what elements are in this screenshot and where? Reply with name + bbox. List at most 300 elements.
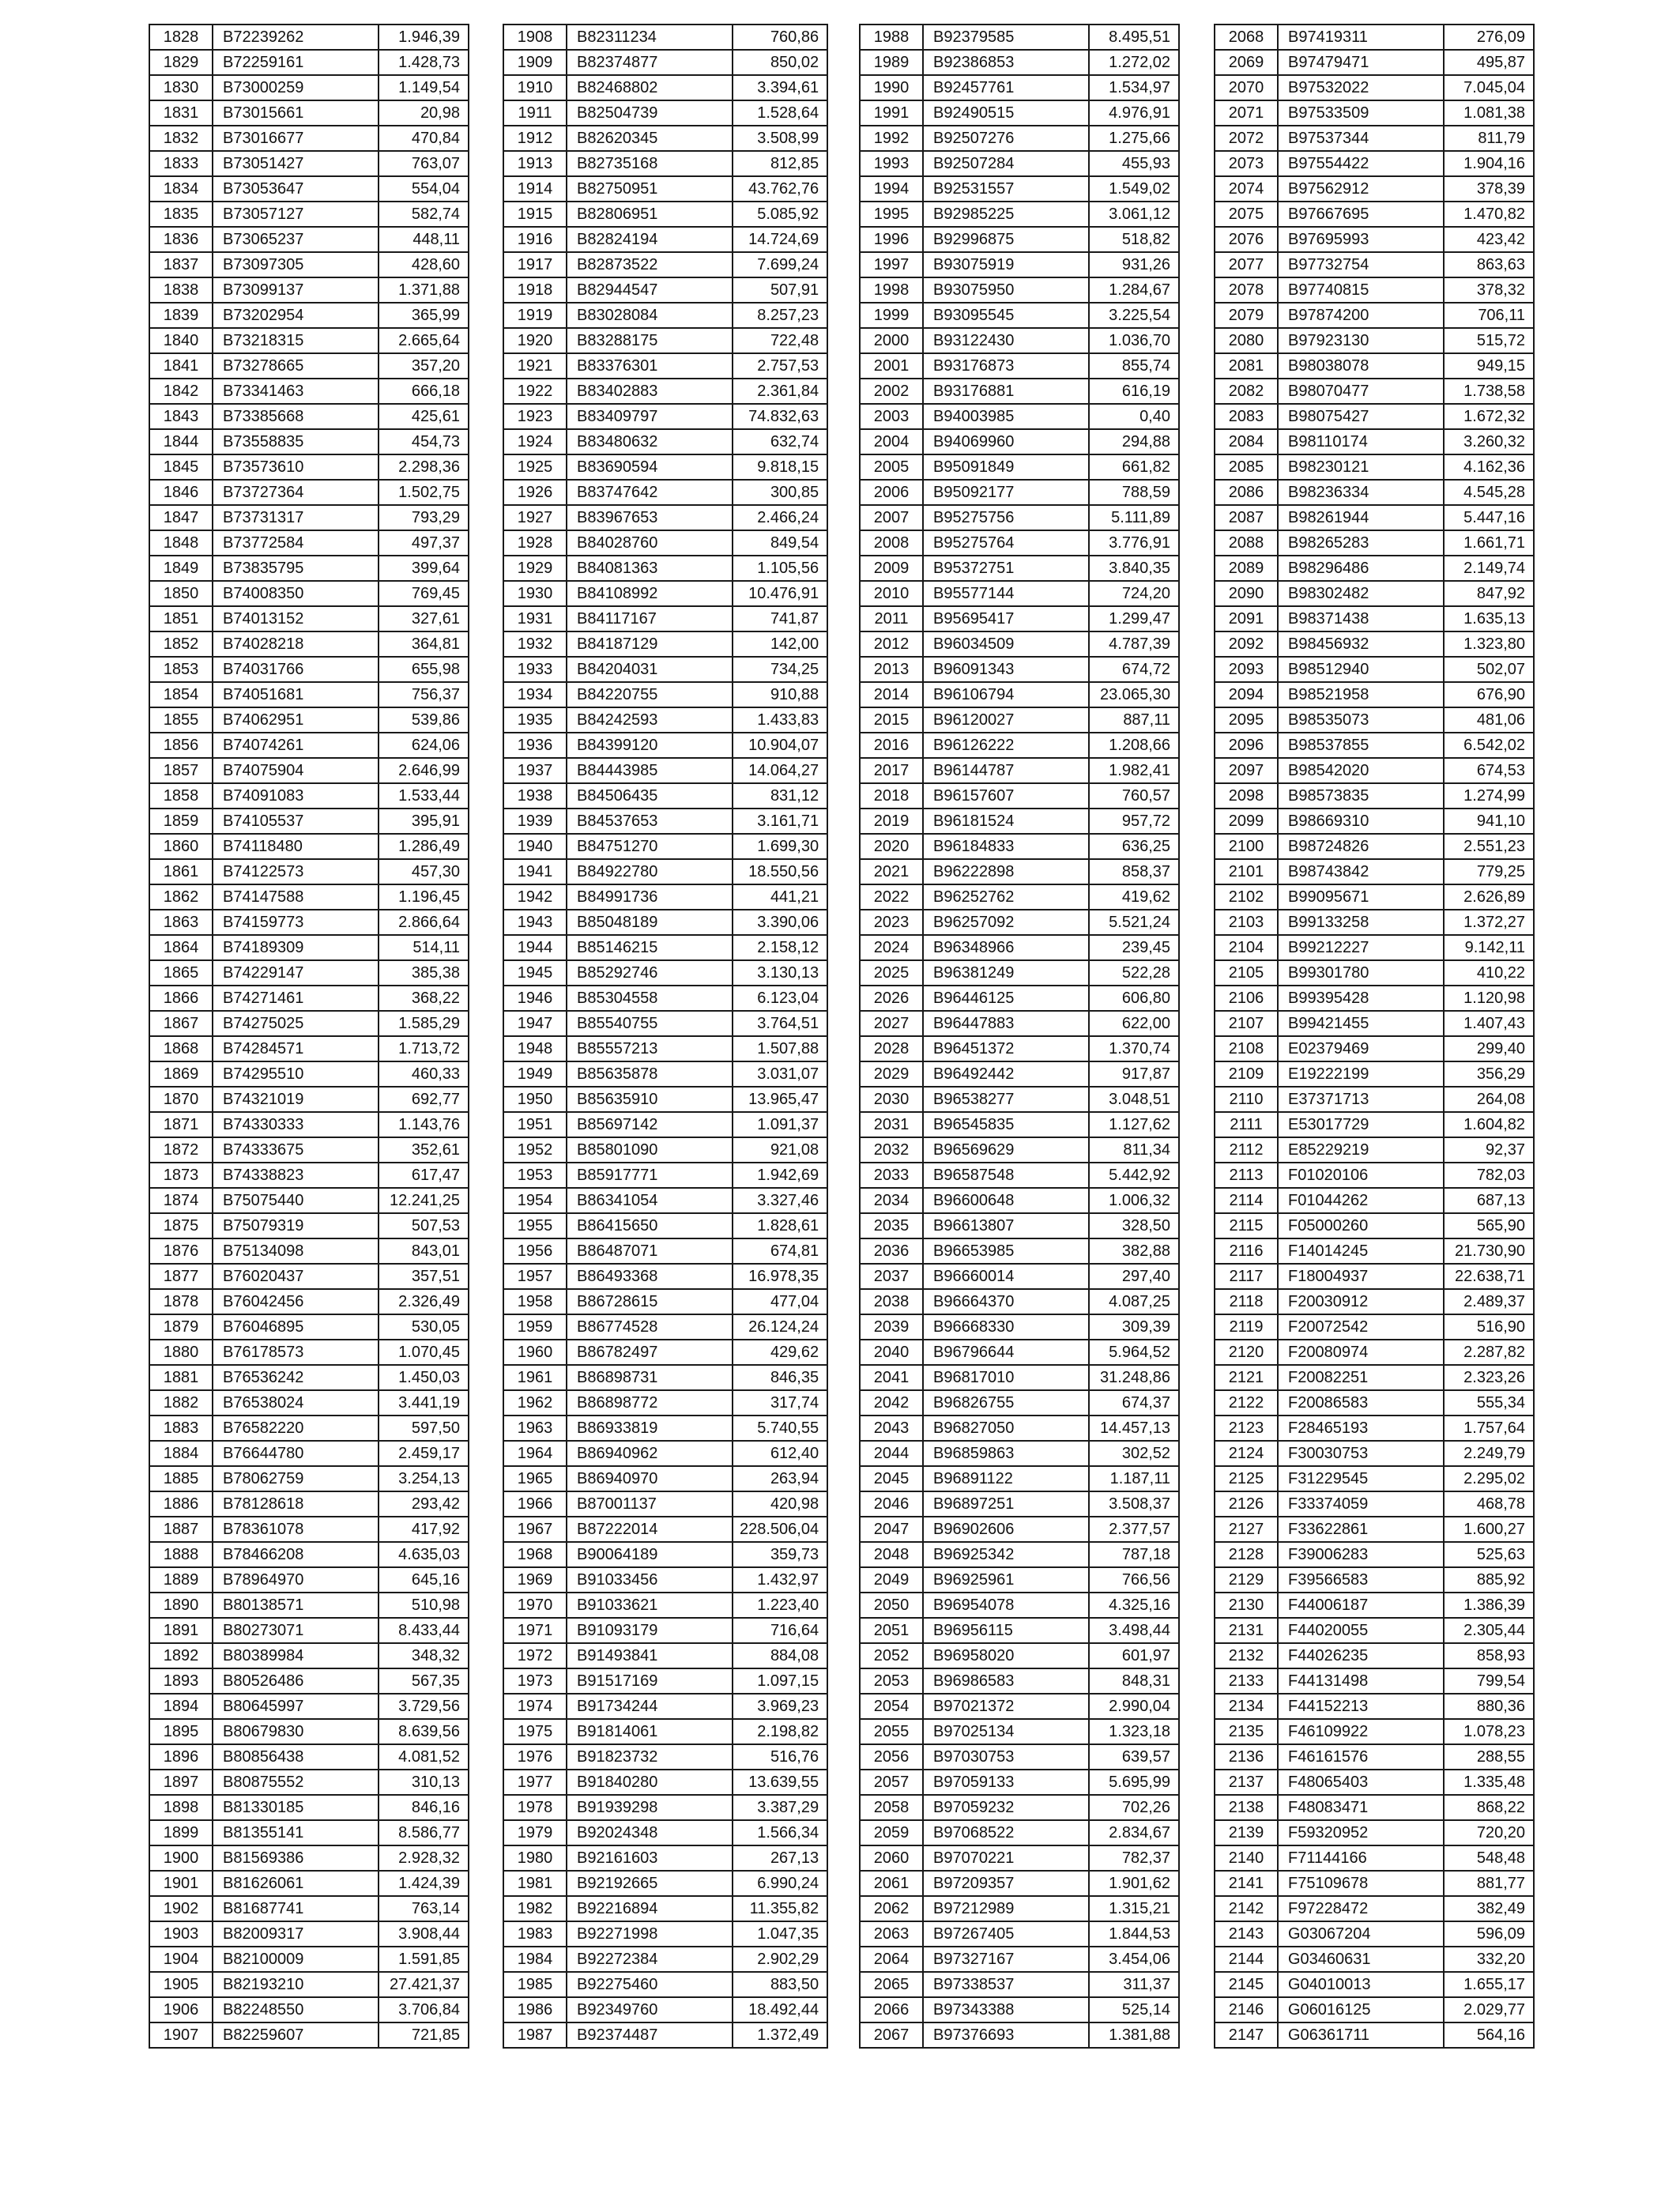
table-row bbox=[1215, 707, 1534, 733]
row-number: 1985 bbox=[503, 1972, 567, 1997]
table-row bbox=[149, 100, 469, 126]
amount-value: 276,09 bbox=[1444, 25, 1534, 50]
amount-value: 477,04 bbox=[733, 1289, 827, 1314]
record-code: B76538024 bbox=[213, 1390, 379, 1416]
amount-value: 294,88 bbox=[1089, 429, 1179, 454]
row-number: 2105 bbox=[1215, 960, 1278, 986]
amount-value: 624,06 bbox=[379, 733, 469, 758]
row-number: 1968 bbox=[503, 1542, 567, 1567]
row-number: 2043 bbox=[860, 1416, 923, 1441]
record-code: B73053647 bbox=[213, 176, 379, 202]
table-row bbox=[1215, 1238, 1534, 1264]
row-number: 1999 bbox=[860, 303, 923, 328]
record-code: B87222014 bbox=[567, 1517, 733, 1542]
record-code: B99421455 bbox=[1278, 1011, 1444, 1036]
row-number: 2104 bbox=[1215, 935, 1278, 960]
row-number: 2058 bbox=[860, 1795, 923, 1820]
amount-value: 441,21 bbox=[733, 884, 827, 910]
table-row bbox=[860, 480, 1179, 505]
row-number: 1983 bbox=[503, 1921, 567, 1947]
record-table-col-4 bbox=[1214, 24, 1535, 2049]
row-number: 1934 bbox=[503, 682, 567, 707]
table-row bbox=[1215, 1163, 1534, 1188]
record-code: B76020437 bbox=[213, 1264, 379, 1289]
row-number: 2035 bbox=[860, 1213, 923, 1238]
table-row bbox=[503, 606, 827, 631]
amount-value: 1.274,99 bbox=[1444, 783, 1534, 809]
table-row bbox=[149, 1694, 469, 1719]
table-row bbox=[149, 353, 469, 379]
record-code: F48065403 bbox=[1278, 1770, 1444, 1795]
record-code: B96859863 bbox=[923, 1441, 1089, 1466]
record-code: B96587548 bbox=[923, 1163, 1089, 1188]
row-number: 1959 bbox=[503, 1314, 567, 1340]
table-row bbox=[149, 1643, 469, 1668]
table-row bbox=[860, 1770, 1179, 1795]
table-row bbox=[149, 1491, 469, 1517]
record-code: B74229147 bbox=[213, 960, 379, 986]
amount-value: 2.459,17 bbox=[379, 1441, 469, 1466]
table-row bbox=[149, 1340, 469, 1365]
table-row bbox=[1215, 1213, 1534, 1238]
amount-value: 502,07 bbox=[1444, 657, 1534, 682]
table-row bbox=[860, 379, 1179, 404]
amount-value: 3.048,51 bbox=[1089, 1087, 1179, 1112]
record-code: B83376301 bbox=[567, 353, 733, 379]
row-number: 2002 bbox=[860, 379, 923, 404]
record-code: B86415650 bbox=[567, 1213, 733, 1238]
table-row bbox=[503, 1314, 827, 1340]
record-code: B96348966 bbox=[923, 935, 1089, 960]
record-code: B80875552 bbox=[213, 1770, 379, 1795]
record-code: B92507276 bbox=[923, 126, 1089, 151]
table-row bbox=[503, 176, 827, 202]
amount-value: 1.196,45 bbox=[379, 884, 469, 910]
record-code: E19222199 bbox=[1278, 1061, 1444, 1087]
table-row bbox=[1215, 1643, 1534, 1668]
row-number: 2051 bbox=[860, 1618, 923, 1643]
record-code: B80273071 bbox=[213, 1618, 379, 1643]
record-code: B75075440 bbox=[213, 1188, 379, 1213]
table-row bbox=[149, 75, 469, 100]
table-row bbox=[860, 1871, 1179, 1896]
amount-value: 917,87 bbox=[1089, 1061, 1179, 1087]
amount-value: 3.031,07 bbox=[733, 1061, 827, 1087]
amount-value: 2.295,02 bbox=[1444, 1466, 1534, 1491]
row-number: 1990 bbox=[860, 75, 923, 100]
table-row bbox=[149, 530, 469, 556]
record-code: B97025134 bbox=[923, 1719, 1089, 1744]
table-row bbox=[860, 227, 1179, 252]
record-code: B73051427 bbox=[213, 151, 379, 176]
amount-value: 2.249,79 bbox=[1444, 1441, 1534, 1466]
table-row bbox=[503, 1593, 827, 1618]
record-code: F39566583 bbox=[1278, 1567, 1444, 1593]
row-number: 2125 bbox=[1215, 1466, 1278, 1491]
record-code: B96925342 bbox=[923, 1542, 1089, 1567]
table-row bbox=[149, 227, 469, 252]
table-row bbox=[503, 1112, 827, 1137]
record-code: F46109922 bbox=[1278, 1719, 1444, 1744]
record-code: B96257092 bbox=[923, 910, 1089, 935]
record-code: B97562912 bbox=[1278, 176, 1444, 202]
row-number: 1828 bbox=[149, 25, 213, 50]
table-row bbox=[1215, 202, 1534, 227]
row-number: 1954 bbox=[503, 1188, 567, 1213]
amount-value: 21.730,90 bbox=[1444, 1238, 1534, 1264]
row-number: 2083 bbox=[1215, 404, 1278, 429]
table-row bbox=[860, 834, 1179, 859]
row-number: 1996 bbox=[860, 227, 923, 252]
table-row bbox=[503, 126, 827, 151]
record-code: B84991736 bbox=[567, 884, 733, 910]
amount-value: 1.844,53 bbox=[1089, 1921, 1179, 1947]
table-row bbox=[1215, 1542, 1534, 1567]
table-row bbox=[1215, 25, 1534, 50]
table-row bbox=[1215, 1694, 1534, 1719]
amount-value: 931,26 bbox=[1089, 252, 1179, 277]
record-code: B98669310 bbox=[1278, 809, 1444, 834]
row-number: 2118 bbox=[1215, 1289, 1278, 1314]
row-number: 1877 bbox=[149, 1264, 213, 1289]
record-code: B85801090 bbox=[567, 1137, 733, 1163]
table-row bbox=[503, 631, 827, 657]
amount-value: 4.545,28 bbox=[1444, 480, 1534, 505]
record-code: B97021372 bbox=[923, 1694, 1089, 1719]
row-number: 1920 bbox=[503, 328, 567, 353]
record-code: B74074261 bbox=[213, 733, 379, 758]
table-row bbox=[503, 379, 827, 404]
table-row bbox=[149, 783, 469, 809]
record-code: B96106794 bbox=[923, 682, 1089, 707]
record-code: E02379469 bbox=[1278, 1036, 1444, 1061]
amount-value: 1.470,82 bbox=[1444, 202, 1534, 227]
amount-value: 359,73 bbox=[733, 1542, 827, 1567]
record-code: B92985225 bbox=[923, 202, 1089, 227]
record-code: B85635878 bbox=[567, 1061, 733, 1087]
table-row bbox=[503, 75, 827, 100]
row-number: 2071 bbox=[1215, 100, 1278, 126]
record-code: B74333675 bbox=[213, 1137, 379, 1163]
record-code: B84443985 bbox=[567, 758, 733, 783]
table-row bbox=[149, 707, 469, 733]
record-code: B97874200 bbox=[1278, 303, 1444, 328]
row-number: 2141 bbox=[1215, 1871, 1278, 1896]
table-row bbox=[1215, 75, 1534, 100]
table-row bbox=[149, 379, 469, 404]
amount-value: 1.585,29 bbox=[379, 1011, 469, 1036]
table-row bbox=[149, 884, 469, 910]
record-code: B99095671 bbox=[1278, 884, 1444, 910]
amount-value: 7.699,24 bbox=[733, 252, 827, 277]
row-number: 1846 bbox=[149, 480, 213, 505]
row-number: 1997 bbox=[860, 252, 923, 277]
record-code: G03067204 bbox=[1278, 1921, 1444, 1947]
row-number: 2127 bbox=[1215, 1517, 1278, 1542]
row-number: 2140 bbox=[1215, 1845, 1278, 1871]
row-number: 1942 bbox=[503, 884, 567, 910]
record-code: B97419311 bbox=[1278, 25, 1444, 50]
record-code: B78128618 bbox=[213, 1491, 379, 1517]
table-row bbox=[1215, 1340, 1534, 1365]
record-code: B97059133 bbox=[923, 1770, 1089, 1795]
amount-value: 3.764,51 bbox=[733, 1011, 827, 1036]
record-code: B96986583 bbox=[923, 1668, 1089, 1694]
record-code: B96569629 bbox=[923, 1137, 1089, 1163]
row-number: 1917 bbox=[503, 252, 567, 277]
table-row bbox=[149, 834, 469, 859]
table-row bbox=[149, 960, 469, 986]
table-row bbox=[1215, 1997, 1534, 2022]
record-code: B97059232 bbox=[923, 1795, 1089, 1820]
row-number: 1847 bbox=[149, 505, 213, 530]
row-number: 1956 bbox=[503, 1238, 567, 1264]
row-number: 2135 bbox=[1215, 1719, 1278, 1744]
record-code: B84537653 bbox=[567, 809, 733, 834]
row-number: 1889 bbox=[149, 1567, 213, 1593]
amount-value: 763,14 bbox=[379, 1896, 469, 1921]
table-row bbox=[503, 227, 827, 252]
table-row bbox=[1215, 379, 1534, 404]
amount-value: 850,02 bbox=[733, 50, 827, 75]
table-row bbox=[149, 859, 469, 884]
record-code: B82311234 bbox=[567, 25, 733, 50]
row-number: 1854 bbox=[149, 682, 213, 707]
amount-value: 548,48 bbox=[1444, 1845, 1534, 1871]
row-number: 1885 bbox=[149, 1466, 213, 1491]
amount-value: 1.432,97 bbox=[733, 1567, 827, 1593]
amount-value: 788,59 bbox=[1089, 480, 1179, 505]
row-number: 1890 bbox=[149, 1593, 213, 1618]
amount-value: 868,22 bbox=[1444, 1795, 1534, 1820]
row-number: 2077 bbox=[1215, 252, 1278, 277]
row-number: 2065 bbox=[860, 1972, 923, 1997]
record-code: B80138571 bbox=[213, 1593, 379, 1618]
amount-value: 460,33 bbox=[379, 1061, 469, 1087]
row-number: 1919 bbox=[503, 303, 567, 328]
amount-value: 1.635,13 bbox=[1444, 606, 1534, 631]
table-row bbox=[149, 1997, 469, 2022]
table-row bbox=[1215, 1112, 1534, 1137]
table-row bbox=[503, 809, 827, 834]
table-row bbox=[1215, 126, 1534, 151]
row-number: 1829 bbox=[149, 50, 213, 75]
record-code: B96897251 bbox=[923, 1491, 1089, 1517]
table-row bbox=[1215, 1289, 1534, 1314]
record-code: B86898772 bbox=[567, 1390, 733, 1416]
record-code: B73057127 bbox=[213, 202, 379, 227]
record-code: B96184833 bbox=[923, 834, 1089, 859]
row-number: 1914 bbox=[503, 176, 567, 202]
amount-value: 3.260,32 bbox=[1444, 429, 1534, 454]
table-row bbox=[503, 1188, 827, 1213]
record-code: B98265283 bbox=[1278, 530, 1444, 556]
amount-value: 3.508,37 bbox=[1089, 1491, 1179, 1517]
table-row bbox=[1215, 1416, 1534, 1441]
amount-value: 2.466,24 bbox=[733, 505, 827, 530]
row-number: 1831 bbox=[149, 100, 213, 126]
table-row bbox=[149, 1087, 469, 1112]
amount-value: 228.506,04 bbox=[733, 1517, 827, 1542]
record-code: B98743842 bbox=[1278, 859, 1444, 884]
row-number: 1861 bbox=[149, 859, 213, 884]
amount-value: 3.969,23 bbox=[733, 1694, 827, 1719]
table-row bbox=[503, 25, 827, 50]
record-code: F44131498 bbox=[1278, 1668, 1444, 1694]
row-number: 1848 bbox=[149, 530, 213, 556]
table-row bbox=[503, 1289, 827, 1314]
row-number: 2081 bbox=[1215, 353, 1278, 379]
amount-value: 5.964,52 bbox=[1089, 1340, 1179, 1365]
amount-value: 554,04 bbox=[379, 176, 469, 202]
amount-value: 410,22 bbox=[1444, 960, 1534, 986]
amount-value: 921,08 bbox=[733, 1137, 827, 1163]
amount-value: 741,87 bbox=[733, 606, 827, 631]
amount-value: 385,38 bbox=[379, 960, 469, 986]
table-row bbox=[860, 2022, 1179, 2048]
amount-value: 518,82 bbox=[1089, 227, 1179, 252]
table-row bbox=[1215, 176, 1534, 202]
row-number: 2022 bbox=[860, 884, 923, 910]
amount-value: 766,56 bbox=[1089, 1567, 1179, 1593]
amount-value: 429,62 bbox=[733, 1340, 827, 1365]
table-row bbox=[860, 1011, 1179, 1036]
record-code: B84399120 bbox=[567, 733, 733, 758]
amount-value: 863,63 bbox=[1444, 252, 1534, 277]
row-number: 2100 bbox=[1215, 834, 1278, 859]
amount-value: 516,90 bbox=[1444, 1314, 1534, 1340]
table-row bbox=[1215, 1188, 1534, 1213]
record-code: B81626061 bbox=[213, 1871, 379, 1896]
table-body-2 bbox=[503, 25, 827, 2048]
amount-value: 779,25 bbox=[1444, 859, 1534, 884]
row-number: 1834 bbox=[149, 176, 213, 202]
record-code: B74075904 bbox=[213, 758, 379, 783]
row-number: 1931 bbox=[503, 606, 567, 631]
record-code: F31229545 bbox=[1278, 1466, 1444, 1491]
row-number: 1838 bbox=[149, 277, 213, 303]
amount-value: 1.284,67 bbox=[1089, 277, 1179, 303]
table-row bbox=[1215, 884, 1534, 910]
table-row bbox=[1215, 252, 1534, 277]
amount-value: 674,53 bbox=[1444, 758, 1534, 783]
record-code: B73000259 bbox=[213, 75, 379, 100]
table-row bbox=[149, 1137, 469, 1163]
amount-value: 4.635,03 bbox=[379, 1542, 469, 1567]
table-row bbox=[503, 1264, 827, 1289]
record-code: B82806951 bbox=[567, 202, 733, 227]
table-row bbox=[503, 1871, 827, 1896]
row-number: 1891 bbox=[149, 1618, 213, 1643]
row-number: 1937 bbox=[503, 758, 567, 783]
amount-value: 1.428,73 bbox=[379, 50, 469, 75]
amount-value: 883,50 bbox=[733, 1972, 827, 1997]
row-number: 1839 bbox=[149, 303, 213, 328]
row-number: 2016 bbox=[860, 733, 923, 758]
table-row bbox=[149, 328, 469, 353]
amount-value: 20,98 bbox=[379, 100, 469, 126]
record-code: F05000260 bbox=[1278, 1213, 1444, 1238]
table-row bbox=[503, 884, 827, 910]
row-number: 1946 bbox=[503, 986, 567, 1011]
amount-value: 507,91 bbox=[733, 277, 827, 303]
row-number: 1837 bbox=[149, 252, 213, 277]
row-number: 2015 bbox=[860, 707, 923, 733]
table-row bbox=[860, 1188, 1179, 1213]
record-code: B73016677 bbox=[213, 126, 379, 151]
row-number: 2019 bbox=[860, 809, 923, 834]
table-row bbox=[860, 1441, 1179, 1466]
row-number: 1980 bbox=[503, 1845, 567, 1871]
table-row bbox=[149, 1314, 469, 1340]
table-row bbox=[860, 758, 1179, 783]
record-code: B97479471 bbox=[1278, 50, 1444, 75]
row-number: 1859 bbox=[149, 809, 213, 834]
record-code: B96252762 bbox=[923, 884, 1089, 910]
record-code: B72239262 bbox=[213, 25, 379, 50]
table-row bbox=[860, 1517, 1179, 1542]
table-row bbox=[1215, 1567, 1534, 1593]
amount-value: 1.901,62 bbox=[1089, 1871, 1179, 1896]
amount-value: 1.672,32 bbox=[1444, 404, 1534, 429]
record-table-col-3 bbox=[859, 24, 1180, 2049]
record-code: B73202954 bbox=[213, 303, 379, 328]
amount-value: 2.757,53 bbox=[733, 353, 827, 379]
record-code: B96545835 bbox=[923, 1112, 1089, 1137]
table-row bbox=[503, 834, 827, 859]
table-row bbox=[149, 429, 469, 454]
table-row bbox=[149, 1238, 469, 1264]
row-number: 1873 bbox=[149, 1163, 213, 1188]
table-row bbox=[149, 50, 469, 75]
row-number: 1915 bbox=[503, 202, 567, 227]
row-number: 2143 bbox=[1215, 1921, 1278, 1947]
record-code: B85917771 bbox=[567, 1163, 733, 1188]
row-number: 2101 bbox=[1215, 859, 1278, 884]
table-row bbox=[503, 429, 827, 454]
row-number: 1927 bbox=[503, 505, 567, 530]
row-number: 2045 bbox=[860, 1466, 923, 1491]
amount-value: 763,07 bbox=[379, 151, 469, 176]
row-number: 2103 bbox=[1215, 910, 1278, 935]
record-code: B95577144 bbox=[923, 581, 1089, 606]
row-number: 2112 bbox=[1215, 1137, 1278, 1163]
table-row bbox=[149, 25, 469, 50]
row-number: 1863 bbox=[149, 910, 213, 935]
table-row bbox=[860, 1921, 1179, 1947]
amount-value: 13.639,55 bbox=[733, 1770, 827, 1795]
table-row bbox=[149, 151, 469, 176]
row-number: 2107 bbox=[1215, 1011, 1278, 1036]
row-number: 1953 bbox=[503, 1163, 567, 1188]
amount-value: 811,79 bbox=[1444, 126, 1534, 151]
amount-value: 887,11 bbox=[1089, 707, 1179, 733]
row-number: 2027 bbox=[860, 1011, 923, 1036]
record-code: B97695993 bbox=[1278, 227, 1444, 252]
row-number: 2088 bbox=[1215, 530, 1278, 556]
amount-value: 843,01 bbox=[379, 1238, 469, 1264]
amount-value: 448,11 bbox=[379, 227, 469, 252]
table-row bbox=[1215, 1593, 1534, 1618]
record-code: B80856438 bbox=[213, 1744, 379, 1770]
table-row bbox=[1215, 1466, 1534, 1491]
table-row bbox=[860, 935, 1179, 960]
record-code: F30030753 bbox=[1278, 1441, 1444, 1466]
record-code: B75134098 bbox=[213, 1238, 379, 1264]
record-code: B81355141 bbox=[213, 1820, 379, 1845]
record-code: B92379585 bbox=[923, 25, 1089, 50]
table-row bbox=[860, 1896, 1179, 1921]
